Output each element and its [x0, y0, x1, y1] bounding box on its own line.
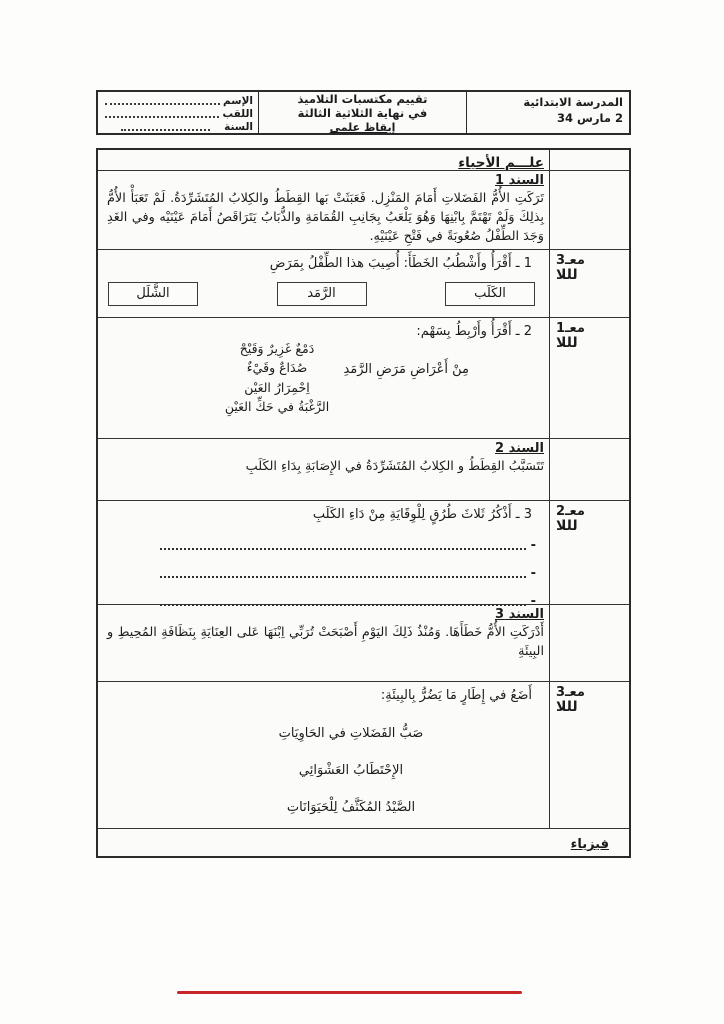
evaluation-title-cell — [258, 92, 466, 133]
support2-cell — [98, 439, 549, 500]
school-cell — [466, 92, 629, 133]
student-fields-cell — [98, 92, 258, 133]
question2-option: صُدَاعٌ وقَيْءٌ — [246, 360, 308, 376]
question2-criteria-cell — [549, 318, 629, 438]
question1-option-box: الشَّلَل — [108, 282, 198, 306]
support1-title: السند 1 — [495, 173, 544, 188]
question1-row — [98, 249, 629, 317]
answer-line-dash: - — [530, 594, 536, 610]
criteria-cell-empty-1 — [549, 150, 629, 170]
answer-line-dots — [160, 576, 526, 578]
exam-header-table — [96, 90, 631, 135]
question4-criterion: معـ3 — [556, 685, 585, 701]
school-name: المدرسة الابتدائية — [523, 95, 623, 109]
support3-cell — [98, 605, 549, 681]
student-name-dotted-line — [105, 103, 220, 105]
answer-line-dots — [160, 548, 526, 550]
student-name-label: الإسم — [223, 95, 253, 107]
question3-label: 3 ـ أَذْكُرُ ثَلاثَ طُرُقٍ لِلْوِقَايَةِ مِنْ دَاءِ الكَلَبِ — [312, 506, 532, 522]
question2-row — [98, 317, 629, 438]
support2-text: تَتَسَبَّبُ القِطَطُ و الكِلابُ المُتَشَرِّدَةُ في الإِصَابَةِ بِدَاءِ الكَلَبِ — [245, 459, 544, 475]
evaluation-title-line1: تقييم مكتسبات التلاميذ — [297, 92, 428, 106]
answer-line-dash: - — [530, 538, 536, 554]
question4-score-marks: لللا — [556, 699, 578, 716]
question2-options — [196, 339, 358, 417]
question2-option: دَمْعٌ غَزِيرٌ وَقَيْحْ — [239, 340, 315, 356]
question4-options — [226, 726, 476, 816]
physics-heading-cell — [98, 829, 629, 856]
support2-title: السند 2 — [495, 441, 544, 457]
support2-row — [98, 438, 629, 500]
question1-option-box: الرَّمَد — [277, 282, 367, 306]
question1-criterion: معـ3 — [556, 253, 585, 269]
question3-criterion: معـ2 — [556, 503, 585, 519]
answer-dotted-line — [154, 560, 536, 588]
student-surname-dotted-line — [105, 116, 219, 118]
question3-score-marks: لللا — [556, 517, 578, 534]
student-name-row — [103, 94, 253, 107]
student-year-row — [103, 120, 253, 133]
physics-heading: فيزياء — [570, 837, 609, 853]
question4-row — [98, 681, 629, 828]
question1-score-marks: لللا — [556, 267, 578, 284]
question4-criteria-cell — [549, 682, 629, 828]
support1-row — [98, 170, 629, 249]
question1-criteria-cell — [549, 250, 629, 317]
question4-option: صَبُّ الفَضَلاتِ في الحَاوِيَاتِ — [278, 726, 424, 742]
question4-label: أَضَعُ في إِطَارٍ مَا يَضُرُّ بِالبِيئَةِ: — [380, 688, 532, 704]
student-year-dotted-line — [121, 129, 210, 131]
question1-cell — [98, 250, 549, 317]
answer-dotted-line — [154, 532, 536, 560]
question3-answer-lines — [103, 524, 544, 616]
question2-stem: مِنْ أَعْرَاضِ مَرَضِ الرَّمَدِ — [343, 361, 469, 377]
criteria-cell-empty-3 — [549, 439, 629, 500]
question2-score-marks: لللا — [556, 334, 578, 351]
support3-row — [98, 604, 629, 681]
subject-heading-cell — [98, 150, 549, 170]
student-year-label: السنة — [224, 121, 253, 133]
student-surname-label: اللقب — [222, 108, 253, 120]
question2-label: 2 ـ أَقْرَأُ وأَرْبِطُ بِسَهْم: — [416, 323, 532, 339]
student-surname-row — [103, 107, 253, 120]
criteria-cell-empty-2 — [549, 171, 629, 249]
support3-title: السند 3 — [495, 606, 544, 622]
exam-body-table — [96, 148, 631, 858]
support3-text: أَدْرَكَتِ الأُمُّ خَطَأَهَا. وَمُنْذُ ذَلِكَ اليَوْمِ أَصْبَحَتْ تُرَبِّي اِبْنَهَا عَلى العِنَايَةِ بِنَظَافَةِ المُحِيطِ و البِيئَةِ — [107, 624, 544, 659]
school-date: 2 مارس 34 — [557, 111, 623, 125]
evaluation-subject: إيقاظ علمي — [329, 121, 396, 134]
question3-criteria-cell — [549, 501, 629, 604]
question2-cell — [98, 318, 549, 438]
question1-options — [103, 273, 544, 306]
answer-line-dash: - — [530, 566, 536, 582]
question2-option: اِحْمِرَارُ العَيْن — [244, 379, 310, 395]
support1-cell — [98, 171, 549, 249]
red-divider-line — [177, 991, 522, 994]
question4-option: الصَّيْدُ المُكَثَّفُ لِلْحَيَوَانَاتِ — [286, 800, 416, 816]
criteria-cell-empty-4 — [549, 605, 629, 681]
evaluation-title-line2: في نهاية الثلاثية الثالثة — [297, 105, 428, 120]
question1-label: 1 ـ أَقْرَأُ وأَشْطُبُ الخَطَأَ: أُصِيبَ هذا الطِّفْلُ بِمَرَضِ — [269, 256, 532, 272]
question3-cell — [98, 501, 549, 610]
question1-option-box: الكَلَب — [445, 282, 535, 306]
question4-option: الإِحْتَطَابُ العَشْوَائِي — [298, 763, 404, 779]
question2-criterion: معـ1 — [556, 320, 585, 336]
subject-heading-row — [98, 150, 629, 170]
support1-text: تَرَكَتِ الأُمُّ الفَضَلاتِ أَمَامَ المَنْزِل. فَعَبَثَتْ بَها القِطَطُ والكِلابُ المُتَشَرِّدَةُ. لَمْ تَعَبَأْ الأُمُّ بِذلِكَ وَلَمْ تَهْتَمَّ بِابْنِهَا وَهُوَ يَلْعَبُ بِجَانِبِ القُمَامَةِ والذُّبَابُ يَتَرَاقَصُ أَمَامَ عَيْنَيْه وفي الغَدِ وَجَدَ الطِّفْلُ صُعُوبَةً في فَتْحِ عَيْنَيْهِ. — [107, 191, 544, 244]
subject-heading: علـــم الأحياء — [458, 155, 544, 171]
question4-cell — [98, 682, 549, 828]
question3-row — [98, 500, 629, 610]
physics-heading-row — [98, 828, 629, 856]
question2-option: الرَّغْبَةُ في حَكِّ العَيْنِ — [224, 399, 330, 415]
